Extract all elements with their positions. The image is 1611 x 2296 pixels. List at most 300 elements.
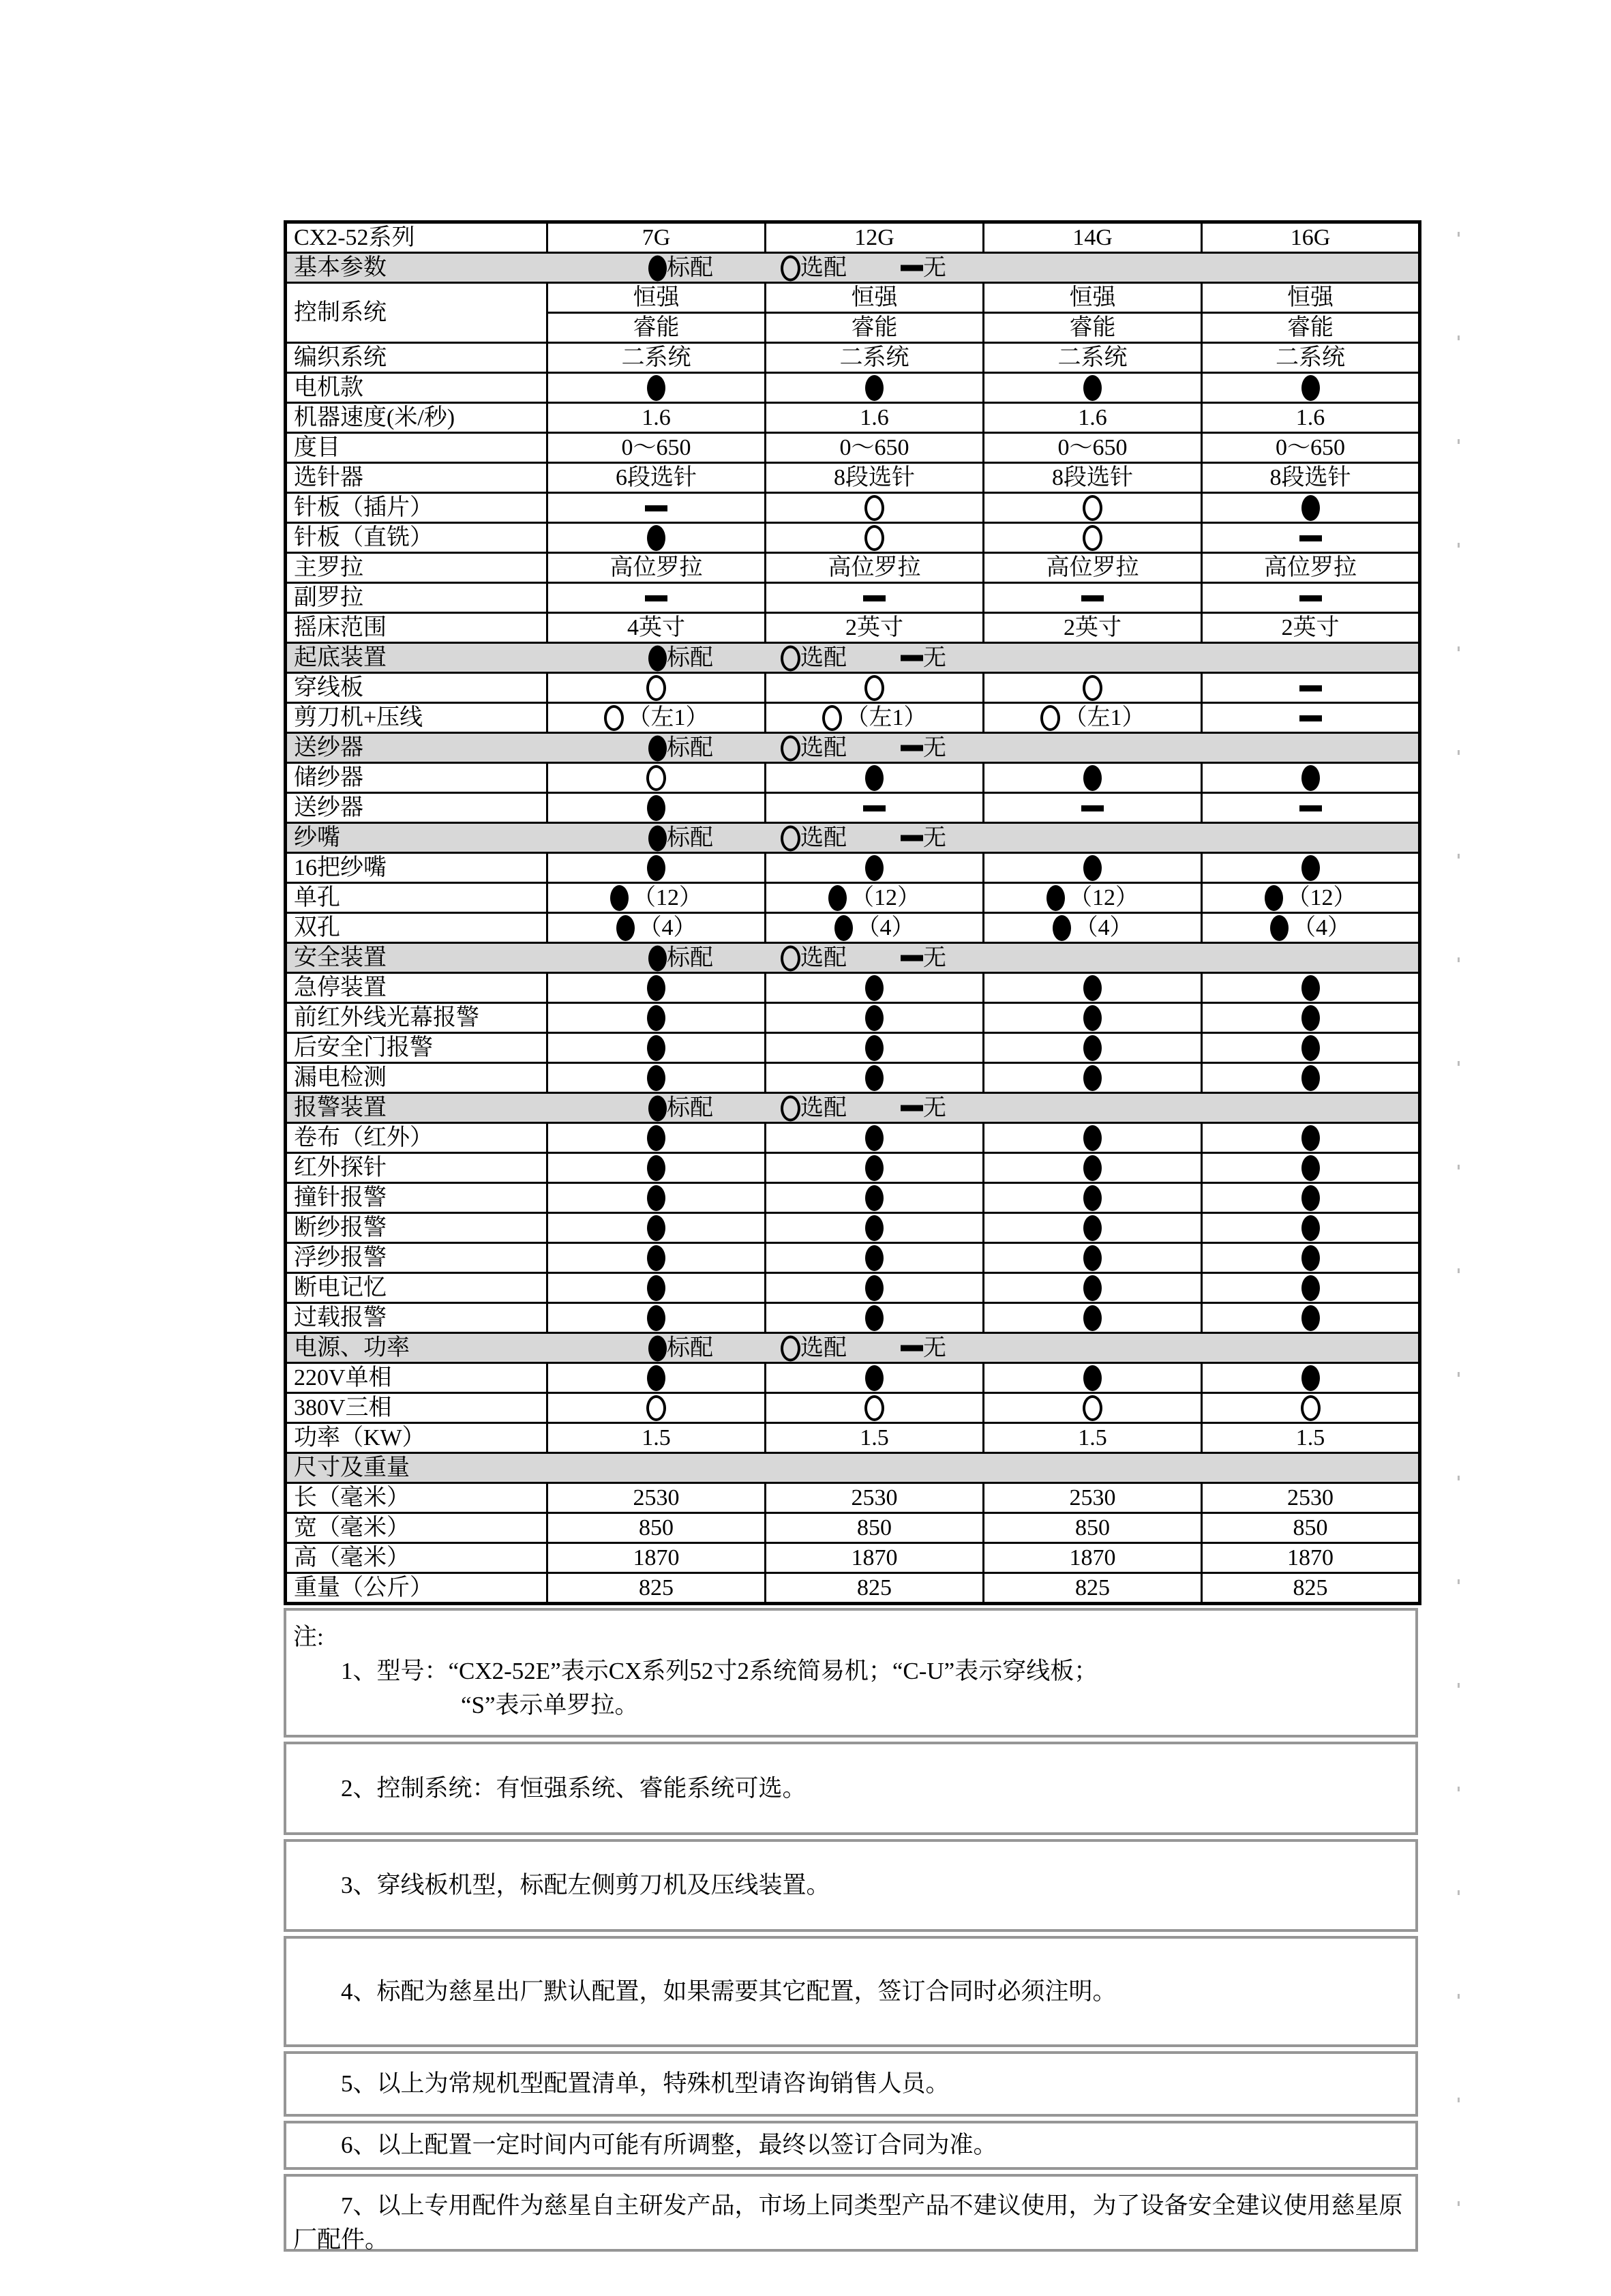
filled-circle-icon: [647, 1305, 665, 1331]
row-label-cell: 后安全门报警: [286, 1033, 547, 1063]
note-text: 4、标配为慈星出厂默认配置，如果需要其它配置，签订合同时必须注明。: [341, 1978, 1117, 2005]
filled-circle-icon: [1301, 1305, 1320, 1331]
legend-item: [781, 824, 847, 852]
open-circle-icon: [1301, 1395, 1321, 1421]
open-circle-icon: [1083, 525, 1102, 551]
filled-circle-icon: [1301, 765, 1320, 791]
filled-circle-icon: [648, 945, 667, 971]
section-header-cell: [286, 1333, 1420, 1363]
filled-circle-icon: [865, 1125, 884, 1151]
filled-circle-icon: [647, 1005, 665, 1031]
spec-cell: 2英寸: [1202, 613, 1420, 643]
filled-circle-icon: [865, 1185, 884, 1211]
spec-cell: [984, 883, 1202, 913]
note-box: [284, 2051, 1418, 2117]
legend-label: 标配: [667, 945, 713, 970]
spec-cell: 825: [547, 1573, 766, 1604]
spec-cell: 850: [1202, 1513, 1420, 1543]
spec-cell: [1202, 793, 1420, 823]
note-text: 3、穿线板机型，标配左侧剪刀机及压线装置。: [341, 1872, 830, 1898]
filled-circle-icon: [865, 765, 884, 791]
filled-circle-icon: [647, 1215, 665, 1241]
series-label-cell: CX2-52系列: [286, 222, 547, 253]
spec-cell: [1202, 373, 1420, 403]
dash-icon: [645, 505, 667, 511]
filled-circle-icon: [647, 975, 665, 1001]
spec-row: [286, 853, 1420, 883]
spec-cell: [547, 703, 766, 733]
spec-cell: [547, 673, 766, 703]
filled-circle-icon: [1265, 885, 1283, 911]
filled-circle-icon: [648, 645, 667, 671]
spec-row: [286, 1363, 1420, 1393]
filled-circle-icon: [1083, 1215, 1102, 1241]
note-text: 注:: [293, 1624, 324, 1650]
filled-circle-icon: [1083, 1245, 1102, 1271]
filled-circle-icon: [865, 1245, 884, 1271]
row-label-cell: 针板（直铣）: [286, 523, 547, 553]
legend-label: 选配: [800, 825, 847, 850]
filled-circle-icon: [1053, 915, 1071, 941]
legend-item: [901, 644, 946, 672]
spec-row: [286, 883, 1420, 913]
section-header-cell: [286, 1093, 1420, 1123]
cell-suffix-text: （左1）: [845, 705, 927, 730]
spec-cell: 恒强: [766, 283, 984, 313]
filled-circle-icon: [1301, 1155, 1320, 1181]
spec-row: [286, 763, 1420, 793]
legend-item: [901, 1094, 946, 1122]
spec-cell: [984, 1243, 1202, 1273]
open-circle-icon: [1083, 1395, 1102, 1421]
spec-row: [286, 703, 1420, 733]
row-label-cell: 宽（毫米）: [286, 1513, 547, 1543]
spec-cell: [547, 853, 766, 883]
spec-cell: 高位罗拉: [1202, 553, 1420, 583]
note-box: [284, 1839, 1418, 1932]
legend-label: 无: [923, 945, 946, 970]
spec-cell: 睿能: [766, 313, 984, 343]
legend-label: 标配: [667, 825, 713, 850]
spec-cell: [547, 793, 766, 823]
legend-item: [648, 734, 713, 762]
spec-cell: [984, 1303, 1202, 1333]
row-label-cell: 双孔: [286, 913, 547, 943]
model-header-cell: 14G: [984, 222, 1202, 253]
spec-cell: 恒强: [984, 283, 1202, 313]
open-circle-icon: [781, 645, 800, 671]
spec-cell: 0～650: [1202, 433, 1420, 463]
spec-cell: 二系统: [984, 343, 1202, 373]
open-circle-icon: [1040, 705, 1060, 731]
filled-circle-icon: [647, 1155, 665, 1181]
note-text: 1、型号：“CX2-52E”表示CX系列52寸2系统简易机；“C-U”表示穿线板；: [341, 1658, 1098, 1684]
cell-suffix-text: （4）: [856, 915, 915, 940]
filled-circle-icon: [1083, 1005, 1102, 1031]
spec-row: [286, 1303, 1420, 1333]
row-label-cell: 断纱报警: [286, 1213, 547, 1243]
legend-label: 无: [923, 825, 946, 850]
section-header-cell: [286, 943, 1420, 973]
spec-row: [286, 283, 1420, 313]
spec-row: [286, 343, 1420, 373]
legend-label: 无: [923, 1335, 946, 1360]
note-box: [284, 1936, 1418, 2047]
note-box: [284, 1742, 1418, 1835]
dash-icon: [901, 745, 923, 751]
spec-cell: [984, 523, 1202, 553]
spec-cell: [766, 1063, 984, 1093]
note-text: 7、以上专用配件为慈星自主研发产品，市场上同类型产品不建议使用，为了设备安全建议使用慈星原厂配件。: [293, 2192, 1403, 2253]
legend-label: 无: [923, 645, 946, 670]
spec-cell: [766, 523, 984, 553]
open-circle-icon: [646, 675, 666, 701]
filled-circle-icon: [865, 1305, 884, 1331]
spec-cell: [766, 853, 984, 883]
spec-row: [286, 1063, 1420, 1093]
filled-circle-icon: [865, 1215, 884, 1241]
spec-cell: [766, 703, 984, 733]
spec-cell: [984, 583, 1202, 613]
legend-item: [781, 734, 847, 762]
row-label-cell: 送纱器: [286, 793, 547, 823]
spec-cell: [1202, 853, 1420, 883]
spec-cell: [984, 373, 1202, 403]
filled-circle-icon: [648, 1335, 667, 1361]
legend-item: [648, 1334, 713, 1362]
filled-circle-icon: [1083, 375, 1102, 401]
spec-cell: [1202, 883, 1420, 913]
cell-suffix-text: （12）: [1286, 885, 1357, 910]
spec-cell: [984, 853, 1202, 883]
filled-circle-icon: [647, 1035, 665, 1061]
filled-circle-icon: [1301, 1185, 1320, 1211]
spec-row: [286, 613, 1420, 643]
spec-cell: [547, 973, 766, 1003]
dash-icon: [1299, 805, 1322, 811]
spec-cell: 1870: [766, 1543, 984, 1573]
section-header-cell: [286, 643, 1420, 673]
filled-circle-icon: [647, 1365, 665, 1391]
filled-circle-icon: [865, 855, 884, 881]
filled-circle-icon: [647, 855, 665, 881]
spec-row: [286, 433, 1420, 463]
spec-cell: [984, 1033, 1202, 1063]
row-label-cell: 过载报警: [286, 1303, 547, 1333]
legend-item: [648, 824, 713, 852]
legend-item: [901, 824, 946, 852]
spec-cell: [984, 1123, 1202, 1153]
open-circle-icon: [781, 255, 800, 281]
filled-circle-icon: [647, 375, 665, 401]
spec-cell: [1202, 493, 1420, 523]
filled-circle-icon: [865, 1155, 884, 1181]
spec-cell: 825: [766, 1573, 984, 1604]
legend-label: 选配: [800, 945, 847, 970]
spec-cell: [547, 883, 766, 913]
spec-cell: [984, 673, 1202, 703]
filled-circle-icon: [647, 525, 665, 551]
spec-cell: 二系统: [766, 343, 984, 373]
spec-row: [286, 403, 1420, 433]
open-circle-icon: [864, 495, 884, 521]
spec-cell: 8段选针: [984, 463, 1202, 493]
spec-row: [286, 1243, 1420, 1273]
spec-row: [286, 1543, 1420, 1573]
filled-circle-icon: [1083, 1125, 1102, 1151]
spec-cell: [547, 1033, 766, 1063]
spec-cell: 2530: [766, 1483, 984, 1513]
spec-cell: [1202, 1003, 1420, 1033]
filled-circle-icon: [1083, 1155, 1102, 1181]
spec-cell: [1202, 763, 1420, 793]
note-box: [284, 2121, 1418, 2170]
filled-circle-icon: [647, 1275, 665, 1301]
filled-circle-icon: [1301, 1035, 1320, 1061]
row-label-cell: 单孔: [286, 883, 547, 913]
spec-cell: 1.6: [547, 403, 766, 433]
row-label-cell: 漏电检测: [286, 1063, 547, 1093]
cell-suffix-text: （左1）: [627, 705, 709, 730]
spec-cell: 0～650: [766, 433, 984, 463]
filled-circle-icon: [647, 1125, 665, 1151]
spec-cell: [766, 913, 984, 943]
section-title: 报警装置: [294, 1095, 387, 1120]
model-header-cell: 7G: [547, 222, 766, 253]
row-label-cell: 机器速度(米/秒): [286, 403, 547, 433]
section-title: 尺寸及重量: [294, 1455, 410, 1480]
cell-suffix-text: （12）: [633, 885, 702, 910]
row-label-cell: 副罗拉: [286, 583, 547, 613]
filled-circle-icon: [648, 255, 667, 281]
filled-circle-icon: [648, 825, 667, 851]
dash-icon: [1299, 595, 1322, 601]
filled-circle-icon: [1083, 1065, 1102, 1091]
filled-circle-icon: [1301, 1065, 1320, 1091]
legend-item: [901, 734, 946, 762]
cell-suffix-text: （12）: [851, 885, 920, 910]
spec-cell: 1.6: [984, 403, 1202, 433]
row-label-cell: 撞针报警: [286, 1183, 547, 1213]
legend-label: 选配: [800, 1335, 847, 1360]
cell-suffix-text: （4）: [638, 915, 697, 940]
notes-section: [284, 1608, 1418, 2256]
spec-cell: 1.5: [547, 1423, 766, 1453]
dash-icon: [1299, 535, 1322, 541]
spec-cell: [547, 1273, 766, 1303]
row-label-cell: 长（毫米）: [286, 1483, 547, 1513]
open-circle-icon: [646, 765, 666, 791]
spec-cell: [1202, 1183, 1420, 1213]
legend-label: 标配: [667, 1095, 713, 1120]
spec-cell: [984, 1183, 1202, 1213]
dash-icon: [863, 805, 886, 811]
spec-cell: 2530: [1202, 1483, 1420, 1513]
section-header-cell: [286, 253, 1420, 283]
spec-cell: 8段选针: [1202, 463, 1420, 493]
row-label-cell: 重量（公斤）: [286, 1573, 547, 1604]
spec-cell: [984, 793, 1202, 823]
filled-circle-icon: [647, 795, 665, 821]
filled-circle-icon: [1083, 1365, 1102, 1391]
spec-cell: [547, 1213, 766, 1243]
row-label-cell: 高（毫米）: [286, 1543, 547, 1573]
section-header-row: [286, 1453, 1420, 1483]
spec-cell: [766, 1033, 984, 1063]
dash-icon: [645, 595, 667, 601]
spec-cell: [547, 913, 766, 943]
spec-cell: [766, 493, 984, 523]
spec-cell: 850: [984, 1513, 1202, 1543]
spec-row: [286, 1153, 1420, 1183]
row-label-cell: 选针器: [286, 463, 547, 493]
legend-item: [781, 644, 847, 672]
spec-cell: [766, 1303, 984, 1333]
spec-cell: [766, 1213, 984, 1243]
filled-circle-icon: [865, 1275, 884, 1301]
spec-cell: 二系统: [1202, 343, 1420, 373]
legend-label: 标配: [667, 735, 713, 760]
filled-circle-icon: [865, 1365, 884, 1391]
spec-cell: 2英寸: [766, 613, 984, 643]
spec-row: [286, 583, 1420, 613]
model-header-row: [286, 222, 1420, 253]
legend-item: [781, 254, 847, 282]
spec-cell: [1202, 1393, 1420, 1423]
section-title: 基本参数: [294, 255, 387, 280]
spec-cell: 高位罗拉: [766, 553, 984, 583]
legend-label: 标配: [667, 255, 713, 280]
spec-cell: [984, 1363, 1202, 1393]
spec-cell: [547, 1003, 766, 1033]
open-circle-icon: [781, 825, 800, 851]
spec-row: [286, 1033, 1420, 1063]
filled-circle-icon: [1083, 855, 1102, 881]
spec-cell: [766, 973, 984, 1003]
filled-circle-icon: [828, 885, 847, 911]
section-header-row: [286, 643, 1420, 673]
section-header-cell: [286, 823, 1420, 853]
dash-icon: [901, 835, 923, 841]
section-header-row: [286, 733, 1420, 763]
section-title: 起底装置: [294, 645, 387, 670]
legend-label: 选配: [800, 645, 847, 670]
spec-cell: 恒强: [547, 283, 766, 313]
spec-cell: [547, 1243, 766, 1273]
model-header-cell: 16G: [1202, 222, 1420, 253]
spec-cell: [766, 673, 984, 703]
spec-cell: 2英寸: [984, 613, 1202, 643]
filled-circle-icon: [1301, 975, 1320, 1001]
filled-circle-icon: [865, 375, 884, 401]
dash-icon: [1299, 715, 1322, 721]
spec-row: [286, 1573, 1420, 1604]
spec-cell: 825: [1202, 1573, 1420, 1604]
spec-cell: 1.5: [766, 1423, 984, 1453]
spec-cell: [766, 1123, 984, 1153]
row-label-cell: 储纱器: [286, 763, 547, 793]
spec-row: [286, 1123, 1420, 1153]
spec-cell: [1202, 973, 1420, 1003]
filled-circle-icon: [1301, 1215, 1320, 1241]
spec-table: [284, 220, 1421, 1605]
open-circle-icon: [1083, 495, 1102, 521]
spec-row: [286, 793, 1420, 823]
legend-label: 无: [923, 1095, 946, 1120]
filled-circle-icon: [1301, 1005, 1320, 1031]
filled-circle-icon: [865, 1035, 884, 1061]
spec-row: [286, 463, 1420, 493]
open-circle-icon: [781, 735, 800, 761]
spec-cell: 1870: [1202, 1543, 1420, 1573]
spec-cell: [547, 1183, 766, 1213]
row-label-cell: 16把纱嘴: [286, 853, 547, 883]
filled-circle-icon: [648, 1095, 667, 1121]
section-title: 安全装置: [294, 945, 387, 970]
filled-circle-icon: [1083, 1185, 1102, 1211]
filled-circle-icon: [865, 1065, 884, 1091]
spec-cell: 1.6: [1202, 403, 1420, 433]
spec-cell: [766, 1243, 984, 1273]
open-circle-icon: [822, 705, 842, 731]
spec-cell: [1202, 1363, 1420, 1393]
spec-cell: 8段选针: [766, 463, 984, 493]
cell-suffix-text: （4）: [1074, 915, 1133, 940]
row-label-cell: 摇床范围: [286, 613, 547, 643]
spec-cell: [984, 1393, 1202, 1423]
filled-circle-icon: [647, 1065, 665, 1091]
spec-cell: [766, 1003, 984, 1033]
spec-cell: [547, 763, 766, 793]
spec-cell: [1202, 1123, 1420, 1153]
spec-cell: [547, 1363, 766, 1393]
spec-row: [286, 1513, 1420, 1543]
row-label-cell: 剪刀机+压线: [286, 703, 547, 733]
spec-cell: 850: [547, 1513, 766, 1543]
row-label-cell: 卷布（红外）: [286, 1123, 547, 1153]
spec-cell: [984, 913, 1202, 943]
row-label-cell: 针板（插片）: [286, 493, 547, 523]
section-title: 纱嘴: [294, 825, 340, 850]
row-label-cell: 浮纱报警: [286, 1243, 547, 1273]
row-label-cell: 220V单相: [286, 1363, 547, 1393]
spec-cell: 0～650: [984, 433, 1202, 463]
spec-row: [286, 1183, 1420, 1213]
model-header-cell: 12G: [766, 222, 984, 253]
dash-icon: [1081, 805, 1104, 811]
spec-cell: [1202, 703, 1420, 733]
spec-cell: [1202, 1063, 1420, 1093]
dash-icon: [901, 265, 923, 271]
spec-row: [286, 913, 1420, 943]
section-header-cell: [286, 1453, 1420, 1483]
spec-cell: [766, 793, 984, 823]
spec-cell: 825: [984, 1573, 1202, 1604]
section-title: 送纱器: [294, 735, 363, 760]
filled-circle-icon: [1301, 375, 1320, 401]
spec-cell: [766, 763, 984, 793]
filled-circle-icon: [865, 975, 884, 1001]
open-circle-icon: [864, 1395, 884, 1421]
spec-cell: [547, 1063, 766, 1093]
section-header-row: [286, 1333, 1420, 1363]
spec-cell: [1202, 583, 1420, 613]
spec-cell: [984, 1003, 1202, 1033]
dash-icon: [901, 655, 923, 661]
section-header-row: [286, 1093, 1420, 1123]
spec-cell: [984, 1273, 1202, 1303]
filled-circle-icon: [1301, 495, 1320, 521]
